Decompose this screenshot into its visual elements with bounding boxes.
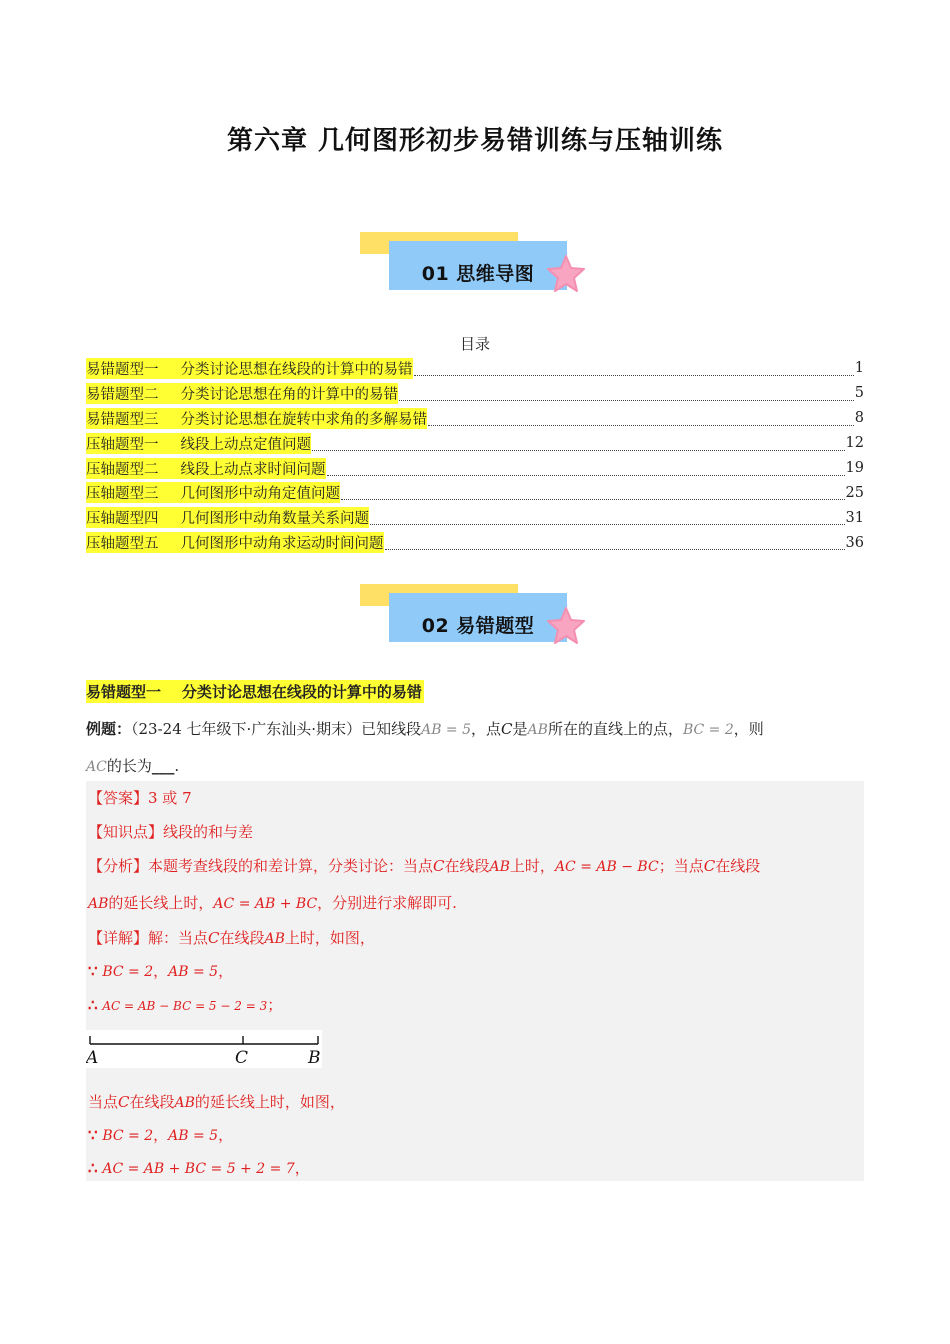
toc-leader bbox=[312, 436, 845, 451]
analysis-text: 上时， bbox=[509, 857, 555, 875]
math-expression: AC bbox=[86, 759, 107, 775]
star-icon bbox=[546, 254, 586, 294]
because-symbol: ∵ bbox=[88, 1126, 98, 1144]
toc-entry[interactable] bbox=[86, 381, 864, 406]
math-expression: AB = 5 bbox=[168, 1128, 219, 1144]
analysis-text: 在线段 bbox=[444, 857, 490, 875]
punctuation: ， bbox=[153, 962, 169, 980]
toc-leader bbox=[428, 411, 854, 426]
toc-entry[interactable] bbox=[86, 480, 864, 505]
example-text: 的长为 bbox=[106, 757, 152, 775]
math-expression: AB bbox=[264, 931, 285, 947]
section-banner-mindmap bbox=[360, 232, 590, 302]
answer-blank: ___ bbox=[151, 757, 175, 775]
knowledge-line: 【知识点】线段的和与差 bbox=[88, 823, 254, 841]
answer-line: 【答案】3 或 7 bbox=[88, 789, 192, 807]
toc-entry[interactable] bbox=[86, 406, 864, 431]
toc-page-number: 12 bbox=[845, 435, 864, 452]
point-label-b: B bbox=[308, 1048, 321, 1068]
toc-entry-label: 压轴题型五 几何图形中动角求运动时间问题 bbox=[86, 532, 384, 553]
toc-entry[interactable] bbox=[86, 431, 864, 456]
detail-text: 在线段 bbox=[219, 929, 265, 947]
because-symbol: ∵ bbox=[88, 962, 98, 980]
example-question bbox=[86, 711, 864, 785]
detail-text: 【详解】解：当点 bbox=[88, 929, 209, 947]
example-label: 例题： bbox=[86, 720, 132, 738]
detail-text: 在线段 bbox=[129, 1093, 175, 1111]
because-line bbox=[88, 960, 233, 981]
section-banner-error-types bbox=[360, 584, 590, 654]
toc-leader bbox=[341, 485, 845, 500]
analysis-line-2 bbox=[88, 892, 457, 913]
math-expression: AC = AB + BC bbox=[213, 896, 318, 912]
toc-entry-label: 压轴题型四 几何图形中动角数量关系问题 bbox=[86, 507, 369, 528]
math-expression: BC = 2 bbox=[682, 722, 734, 738]
math-expression: AC = AB + BC = 5 + 2 = 7 bbox=[102, 1161, 295, 1177]
example-text: 所在的直线上的点， bbox=[547, 720, 683, 738]
toc-entry-label: 压轴题型一 线段上动点定值问题 bbox=[86, 433, 311, 454]
math-var: C bbox=[501, 720, 513, 738]
solution-box bbox=[86, 781, 864, 1181]
toc-entry-label: 压轴题型二 线段上动点求时间问题 bbox=[86, 458, 326, 479]
toc-leader bbox=[385, 535, 845, 550]
toc-entry[interactable] bbox=[86, 356, 864, 381]
math-expression: BC = 2 bbox=[102, 964, 154, 980]
case2-line bbox=[88, 1091, 345, 1112]
banner-label: 01 思维导图 bbox=[421, 263, 535, 285]
math-var: C bbox=[208, 929, 220, 947]
detail-text: 上时，如图， bbox=[284, 929, 375, 947]
analysis-text: 的延长线上时， bbox=[108, 894, 214, 912]
toc-entry[interactable] bbox=[86, 530, 864, 555]
example-text: ，则 bbox=[733, 720, 764, 738]
analysis-text: 在线段 bbox=[715, 857, 761, 875]
punctuation: ， bbox=[153, 1126, 169, 1144]
math-expression: AB bbox=[489, 859, 510, 875]
toc-entry-label: 易错题型三 分类讨论思想在旋转中求角的多解易错 bbox=[86, 408, 427, 429]
toc-page-number: 36 bbox=[845, 534, 864, 551]
toc-heading: 目录 bbox=[459, 335, 490, 353]
math-expression: AB bbox=[88, 896, 109, 912]
segment-diagram bbox=[86, 1030, 326, 1070]
because-line-2 bbox=[88, 1124, 233, 1145]
toc-page-number: 8 bbox=[854, 410, 864, 427]
analysis-text: ，分别进行求解即可. bbox=[317, 894, 457, 912]
therefore-symbol: ∴ bbox=[88, 996, 98, 1014]
math-expression: AB bbox=[527, 722, 548, 738]
banner-label: 02 易错题型 bbox=[421, 615, 535, 637]
math-expression: AB = 5 bbox=[421, 722, 472, 738]
punctuation: ， bbox=[218, 1126, 234, 1144]
example-text: （23-24 七年级下·广东汕头·期末）已知线段 bbox=[131, 720, 422, 738]
punctuation: ， bbox=[294, 1159, 310, 1177]
diagram-background bbox=[86, 1030, 322, 1068]
analysis-text: ；当点 bbox=[658, 857, 704, 875]
star-icon bbox=[546, 606, 586, 646]
toc-entry-label: 易错题型一 分类讨论思想在线段的计算中的易错 bbox=[86, 358, 413, 379]
math-var: C bbox=[433, 857, 445, 875]
therefore-line bbox=[88, 994, 282, 1015]
math-expression: AC = AB − BC = 5 − 2 = 3 bbox=[102, 999, 268, 1013]
toc-entry[interactable] bbox=[86, 456, 864, 481]
toc-page-number: 5 bbox=[854, 385, 864, 402]
toc-leader bbox=[327, 461, 845, 476]
toc-leader bbox=[399, 386, 854, 401]
toc-page-number: 25 bbox=[845, 484, 864, 501]
math-var: C bbox=[118, 1093, 130, 1111]
toc-entry-label: 压轴题型三 几何图形中动角定值问题 bbox=[86, 482, 340, 503]
toc-leader bbox=[414, 361, 854, 376]
toc-entry[interactable] bbox=[86, 505, 864, 530]
point-label-c: C bbox=[235, 1048, 249, 1068]
math-expression: AB bbox=[174, 1095, 195, 1111]
toc-leader bbox=[370, 510, 845, 525]
detail-line bbox=[88, 927, 375, 948]
point-label-a: A bbox=[86, 1048, 99, 1068]
example-text: . bbox=[174, 757, 180, 775]
example-text: ，点 bbox=[471, 720, 502, 738]
math-expression: AB = 5 bbox=[168, 964, 219, 980]
therefore-line-2 bbox=[88, 1157, 310, 1178]
toc-page-number: 1 bbox=[854, 360, 864, 377]
math-expression: BC = 2 bbox=[102, 1128, 154, 1144]
analysis-text: 【分析】本题考查线段的和差计算，分类讨论：当点 bbox=[88, 857, 434, 875]
toc-entry-label: 易错题型二 分类讨论思想在角的计算中的易错 bbox=[86, 383, 398, 404]
table-of-contents bbox=[86, 356, 864, 555]
section-heading: 易错题型一 分类讨论思想在线段的计算中的易错 bbox=[86, 680, 424, 703]
math-expression: AC = AB − BC bbox=[554, 859, 659, 875]
math-var: C bbox=[703, 857, 716, 875]
therefore-symbol: ∴ bbox=[88, 1159, 98, 1177]
detail-text: 的延长线上时，如图， bbox=[194, 1093, 345, 1111]
detail-text: 当点 bbox=[88, 1093, 119, 1111]
toc-page-number: 19 bbox=[845, 460, 864, 476]
toc-page-number: 31 bbox=[845, 509, 864, 526]
example-text: 是 bbox=[512, 720, 528, 738]
analysis-line bbox=[88, 855, 760, 876]
punctuation: ， bbox=[218, 962, 234, 980]
punctuation: ； bbox=[267, 996, 283, 1014]
page-title: 第六章 几何图形初步易错训练与压轴训练 bbox=[226, 126, 724, 156]
